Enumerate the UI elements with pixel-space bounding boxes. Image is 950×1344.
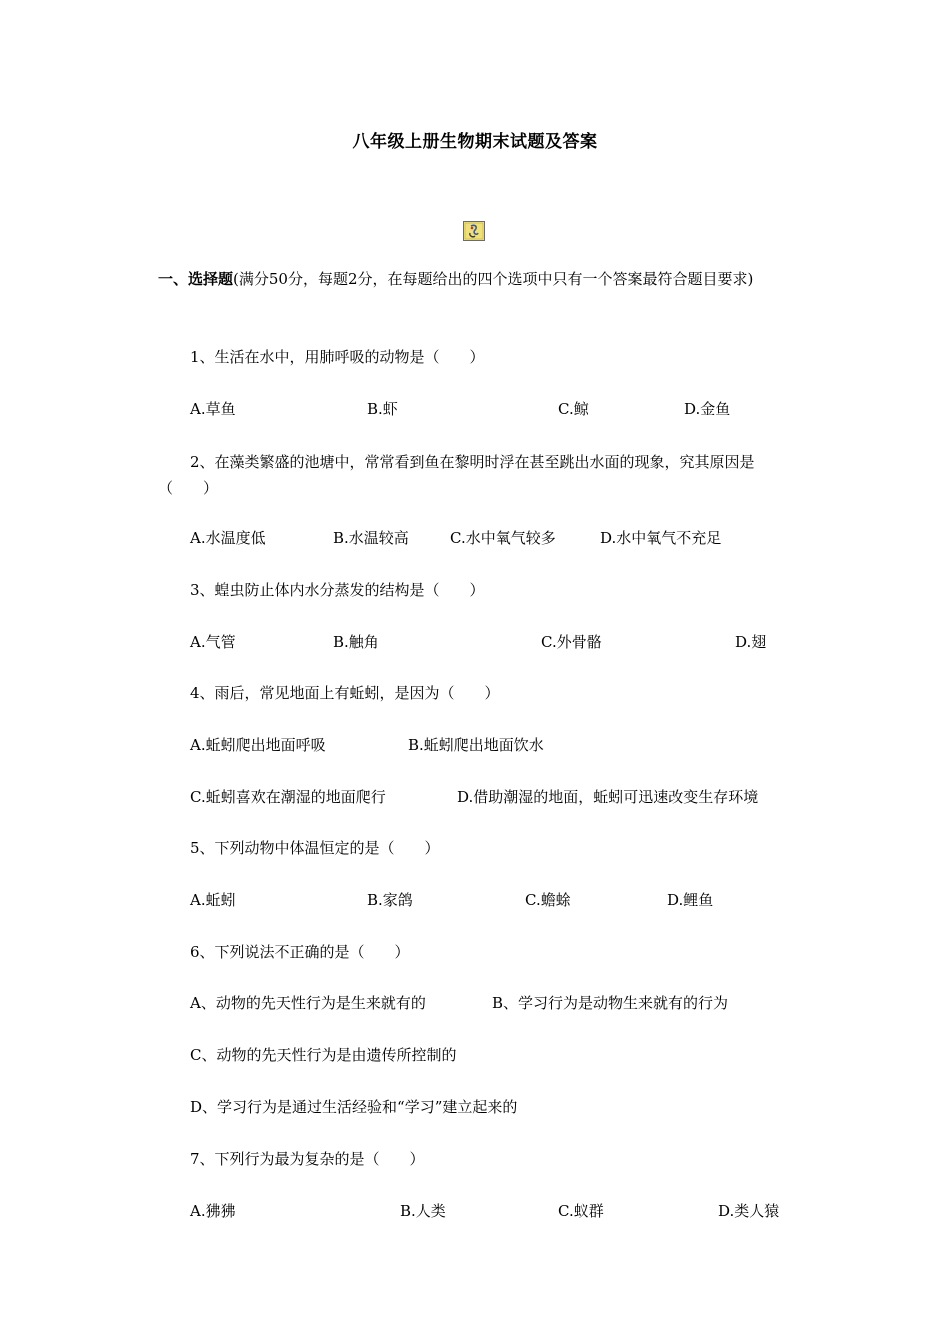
question-5-option-b: B.家鸽 bbox=[367, 891, 413, 909]
question-6-option-b: B、学习行为是动物生来就有的行为 bbox=[492, 994, 729, 1012]
section-heading bbox=[158, 266, 798, 292]
question-1-stem: 1、生活在水中，用肺呼吸的动物是（ ） bbox=[190, 348, 485, 366]
question-7-option-a: A.狒狒 bbox=[190, 1202, 236, 1220]
question-2-option-c: C.水中氧气较多 bbox=[450, 529, 556, 547]
question-1-option-a: A.草鱼 bbox=[190, 400, 236, 418]
question-3-option-b: B.触角 bbox=[333, 633, 379, 651]
question-4-option-a: A.蚯蚓爬出地面呼吸 bbox=[190, 736, 326, 754]
question-3-option-c: C.外骨骼 bbox=[541, 633, 602, 651]
question-6-option-d: D、学习行为是通过生活经验和“学习”建立起来的 bbox=[190, 1098, 518, 1116]
question-7-option-d: D.类人猿 bbox=[718, 1202, 780, 1220]
question-2-option-d: D.水中氧气不充足 bbox=[600, 529, 722, 547]
question-7-option-b: B.人类 bbox=[400, 1202, 446, 1220]
question-3-stem: 3、蝗虫防止体内水分蒸发的结构是（ ） bbox=[190, 581, 485, 599]
question-6-option-a: A、动物的先天性行为是生来就有的 bbox=[190, 994, 426, 1012]
section-title: 一、选择题 bbox=[158, 270, 234, 288]
question-2-stem: 2、在藻类繁盛的池塘中，常常看到鱼在黎明时浮在甚至跳出水面的现象，究其原因是（ ） bbox=[158, 453, 755, 497]
question-4-option-c: C.蚯蚓喜欢在潮湿的地面爬行 bbox=[190, 788, 386, 806]
question-3-option-a: A.气管 bbox=[190, 633, 236, 651]
question-1-option-c: C.鲸 bbox=[558, 400, 589, 418]
question-5-option-c: C.蟾蜍 bbox=[525, 891, 571, 909]
question-7-stem: 7、下列行为最为复杂的是（ ） bbox=[190, 1150, 425, 1168]
question-5-option-a: A.蚯蚓 bbox=[190, 891, 236, 909]
question-4-stem: 4、雨后，常见地面上有蚯蚓，是因为（ ） bbox=[190, 684, 500, 702]
section-note: (满分50分，每题2分，在每题给出的四个选项中只有一个答案最符合题目要求) bbox=[233, 270, 754, 288]
question-2-option-b: B.水温较高 bbox=[333, 529, 409, 547]
question-5-stem: 5、下列动物中体温恒定的是（ ） bbox=[190, 839, 440, 857]
question-7-option-c: C.蚁群 bbox=[558, 1202, 604, 1220]
question-2-option-a: A.水温度低 bbox=[190, 529, 266, 547]
question-5-option-d: D.鲤鱼 bbox=[667, 891, 714, 909]
question-1-option-d: D.金鱼 bbox=[684, 400, 731, 418]
question-6-stem: 6、下列说法不正确的是（ ） bbox=[190, 943, 410, 961]
question-4-option-d: D.借助潮湿的地面，蚯蚓可迅速改变生存环境 bbox=[457, 788, 759, 806]
document-seal-icon bbox=[463, 221, 485, 241]
question-4-option-b: B.蚯蚓爬出地面饮水 bbox=[408, 736, 544, 754]
document-title: 八年级上册生物期末试题及答案 bbox=[352, 132, 598, 152]
question-6-option-c: C、动物的先天性行为是由遗传所控制的 bbox=[190, 1046, 457, 1064]
question-1-option-b: B.虾 bbox=[367, 400, 398, 418]
question-3-option-d: D.翅 bbox=[735, 633, 767, 651]
